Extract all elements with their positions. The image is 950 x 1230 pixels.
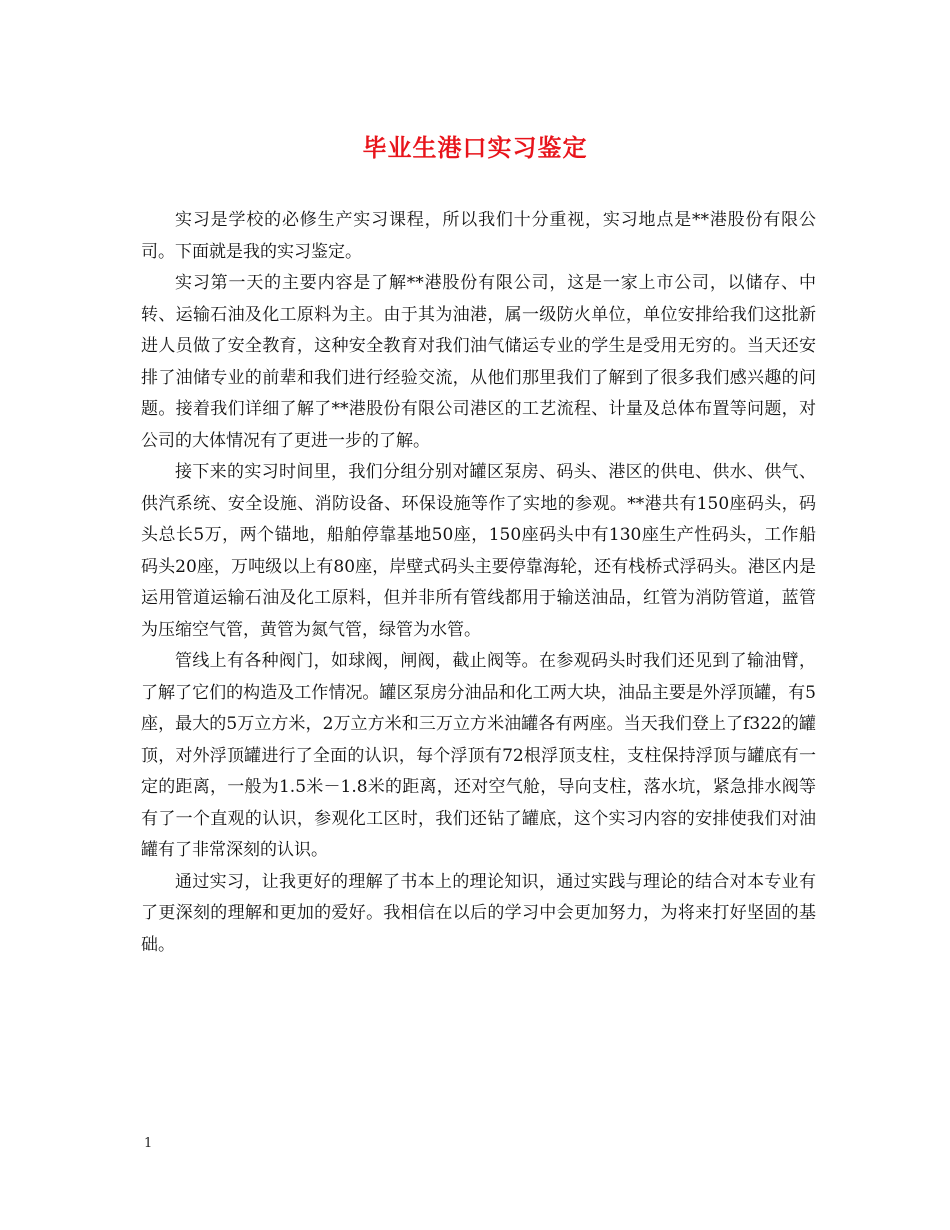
document-title: 毕业生港口实习鉴定 xyxy=(362,133,588,162)
document-body xyxy=(141,205,816,961)
paragraph-intro: 实习是学校的必修生产实习课程，所以我们十分重视，实习地点是**港股份有限公司。下面就是我的实习鉴定。 xyxy=(141,210,816,262)
paragraph-site-visit: 接下来的实习时间里，我们分组分别对罐区泵房、码头、港区的供电、供水、供气、供汽系统、安全设施、消防设备、环保设施等作了实地的参观。**港共有150座码头，码头总长5万，两个锚地，船舶停靠基地50座，150座码头中有130座生产性码头，工作船码头20座，万吨级以上有80座，岸壁式码头主要停靠海轮，还有栈桥式浮码头。港区内是运用管道运输石油及化工原料，但并非所有管线都用于输送油品，红管为消防管道，蓝管为压缩空气管，黄管为氮气管，绿管为水管。 xyxy=(141,462,816,640)
page-number: 1 xyxy=(144,1136,153,1151)
paragraph-first-day: 实习第一天的主要内容是了解**港股份有限公司，这是一家上市公司，以储存、中转、运输石油及化工原料为主。由于其为油港，属一级防火单位，单位安排给我们这批新进人员做了安全教育，这种安全教育对我们油气储运专业的学生是受用无穷的。当天还安排了油储专业的前辈和我们进行经验交流，从他们那里我们了解到了很多我们感兴趣的问题。接着我们详细了解了**港股份有限公司港区的工艺流程、计量及总体布置等问题，对公司的大体情况有了更进一步的了解。 xyxy=(141,273,816,451)
paragraph-valves-tanks: 管线上有各种阀门，如球阀，闸阀，截止阀等。在参观码头时我们还见到了输油臂，了解了它们的构造及工作情况。罐区泵房分油品和化工两大块，油品主要是外浮顶罐，有5座，最大的5万立方米，2万立方米和三万立方米油罐各有两座。当天我们登上了f322的罐顶，对外浮顶罐进行了全面的认识，每个浮顶有72根浮顶支柱，支柱保持浮顶与罐底有一定的距离，一般为1.5米－1.8米的距离，还对空气舱，导向支柱，落水坑，紧急排水阀等有了一个直观的认识，参观化工区时，我们还钻了罐底，这个实习内容的安排使我们对油罐有了非常深刻的认识。 xyxy=(141,651,816,860)
paragraph-conclusion: 通过实习，让我更好的理解了书本上的理论知识，通过实践与理论的结合对本专业有了更深刻的理解和更加的爱好。我相信在以后的学习中会更加努力，为将来打好坚固的基础。 xyxy=(141,871,816,955)
